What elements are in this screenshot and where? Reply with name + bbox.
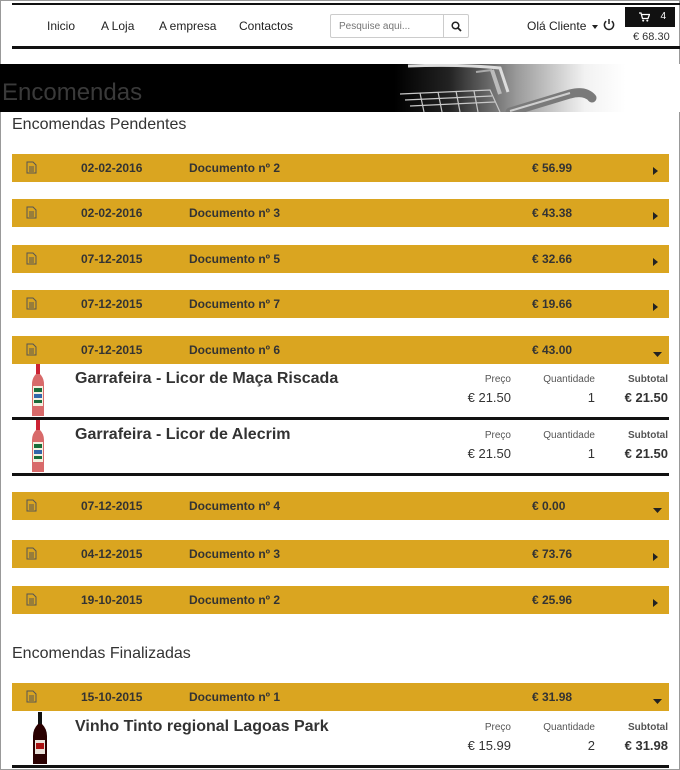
document-icon — [26, 252, 37, 265]
product-name[interactable]: Garrafeira - Licor de Alecrim — [75, 426, 291, 443]
expand-toggle[interactable] — [653, 596, 659, 610]
chevron-right-icon — [653, 258, 659, 266]
page-banner — [0, 64, 680, 112]
document-icon-wrap — [26, 547, 37, 563]
liqueur-bottle-image — [30, 364, 46, 418]
document-icon-wrap — [26, 297, 37, 313]
expand-toggle[interactable] — [653, 300, 659, 314]
chevron-down-icon — [653, 352, 662, 358]
nav-item-inicio[interactable]: Inicio — [47, 19, 76, 33]
order-total: € 43.00 — [532, 343, 573, 357]
document-icon — [26, 206, 37, 219]
cart-icon — [639, 12, 650, 22]
document-icon — [26, 690, 37, 703]
order-date: 02-02-2016 — [81, 161, 143, 175]
chevron-right-icon — [653, 599, 659, 607]
order-total: € 73.76 — [532, 547, 573, 561]
expand-toggle[interactable] — [653, 255, 659, 269]
nav-item-a-empresa[interactable]: A empresa — [159, 19, 217, 33]
subtotal-label: Subtotal — [628, 430, 668, 441]
quantity-value: 1 — [587, 446, 595, 461]
search-input[interactable] — [331, 15, 443, 37]
quantity-label: Quantidade — [543, 722, 595, 733]
section-title-pending: Encomendas Pendentes — [12, 116, 187, 133]
order-total: € 25.96 — [532, 593, 573, 607]
order-document: Documento nº 1 — [189, 690, 281, 704]
document-icon — [26, 343, 37, 356]
order-document: Documento nº 6 — [189, 343, 281, 357]
cart-count: 4 — [660, 11, 666, 22]
order-total: € 56.99 — [532, 161, 573, 175]
order-row[interactable] — [12, 154, 669, 182]
price-value: € 21.50 — [467, 446, 511, 461]
order-row[interactable] — [12, 586, 669, 614]
product-image — [30, 420, 46, 479]
product-image — [30, 712, 50, 770]
subtotal-label: Subtotal — [628, 374, 668, 385]
quantity-value: 1 — [587, 390, 595, 405]
order-row[interactable] — [12, 336, 669, 364]
cart-total: € 68.30 — [633, 31, 670, 43]
section-title-finished: Encomendas Finalizadas — [12, 645, 191, 662]
collapse-toggle[interactable] — [653, 694, 662, 708]
document-icon-wrap — [26, 343, 37, 359]
document-icon — [26, 499, 37, 512]
document-icon — [26, 297, 37, 310]
document-icon-wrap — [26, 252, 37, 268]
expand-toggle[interactable] — [653, 209, 659, 223]
document-icon-wrap — [26, 690, 37, 706]
order-date: 19-10-2015 — [81, 593, 143, 607]
order-total: € 19.66 — [532, 297, 573, 311]
header-bottom-rule — [12, 46, 680, 49]
order-row[interactable] — [12, 290, 669, 318]
cart-button[interactable] — [625, 7, 675, 27]
subtotal-value: € 31.98 — [624, 738, 668, 753]
subtotal-value: € 21.50 — [624, 446, 668, 461]
chevron-right-icon — [653, 303, 659, 311]
subtotal-value: € 21.50 — [624, 390, 668, 405]
order-document: Documento nº 3 — [189, 206, 281, 220]
order-date: 07-12-2015 — [81, 343, 143, 357]
order-row[interactable] — [12, 245, 669, 273]
order-document: Documento nº 2 — [189, 161, 281, 175]
product-image — [30, 364, 46, 423]
price-value: € 15.99 — [467, 738, 511, 753]
order-document: Documento nº 3 — [189, 547, 281, 561]
price-value: € 21.50 — [467, 390, 511, 405]
page-title: Encomendas — [2, 79, 143, 106]
order-total: € 31.98 — [532, 690, 573, 704]
wine-bottle-image — [30, 712, 50, 766]
chevron-down-icon — [592, 25, 598, 29]
order-line-item — [12, 364, 669, 420]
document-icon-wrap — [26, 206, 37, 222]
quantity-label: Quantidade — [543, 374, 595, 385]
order-row[interactable] — [12, 540, 669, 568]
order-date: 07-12-2015 — [81, 499, 143, 513]
document-icon — [26, 547, 37, 560]
order-line-item — [12, 712, 669, 768]
order-row[interactable] — [12, 199, 669, 227]
shopping-cart-illustration — [380, 64, 680, 112]
document-icon — [26, 593, 37, 606]
liqueur-bottle-image — [30, 420, 46, 474]
order-date: 15-10-2015 — [81, 690, 143, 704]
subtotal-label: Subtotal — [628, 722, 668, 733]
order-document: Documento nº 2 — [189, 593, 281, 607]
quantity-label: Quantidade — [543, 430, 595, 441]
search-box — [330, 14, 469, 38]
item-divider — [12, 473, 669, 476]
order-document: Documento nº 5 — [189, 252, 281, 266]
product-name[interactable]: Vinho Tinto regional Lagoas Park — [75, 718, 329, 735]
chevron-down-icon — [653, 508, 662, 514]
order-total: € 43.38 — [532, 206, 573, 220]
expand-toggle[interactable] — [653, 550, 659, 564]
collapse-toggle[interactable] — [653, 347, 662, 361]
collapse-toggle[interactable] — [653, 503, 662, 517]
expand-toggle[interactable] — [653, 164, 659, 178]
order-date: 07-12-2015 — [81, 252, 143, 266]
order-date: 02-02-2016 — [81, 206, 143, 220]
order-row[interactable] — [12, 492, 669, 520]
document-icon-wrap — [26, 161, 37, 177]
price-label: Preço — [484, 374, 511, 385]
order-date: 04-12-2015 — [81, 547, 143, 561]
order-total: € 0.00 — [532, 499, 566, 513]
search-button[interactable] — [443, 15, 468, 37]
price-label: Preço — [484, 430, 511, 441]
user-greeting: Olá Cliente — [527, 19, 587, 33]
nav-item-a-loja[interactable]: A Loja — [101, 19, 135, 33]
power-icon — [603, 18, 615, 31]
price-label: Preço — [484, 722, 511, 733]
chevron-down-icon — [653, 699, 662, 705]
order-line-item — [12, 420, 669, 476]
document-icon-wrap — [26, 499, 37, 515]
logout-button[interactable] — [603, 18, 615, 36]
document-icon — [26, 161, 37, 174]
chevron-right-icon — [653, 553, 659, 561]
product-name[interactable]: Garrafeira - Licor de Maça Riscada — [75, 370, 339, 387]
search-icon — [451, 21, 462, 32]
nav-item-contactos[interactable]: Contactos — [239, 19, 294, 33]
chevron-right-icon — [653, 167, 659, 175]
document-icon-wrap — [26, 593, 37, 609]
order-row[interactable] — [12, 683, 669, 711]
chevron-right-icon — [653, 212, 659, 220]
order-document: Documento nº 7 — [189, 297, 281, 311]
order-total: € 32.66 — [532, 252, 573, 266]
order-document: Documento nº 4 — [189, 499, 281, 513]
header-top-rule — [12, 3, 680, 5]
user-menu[interactable] — [527, 19, 598, 33]
item-divider — [12, 765, 669, 768]
order-date: 07-12-2015 — [81, 297, 143, 311]
quantity-value: 2 — [587, 738, 595, 753]
